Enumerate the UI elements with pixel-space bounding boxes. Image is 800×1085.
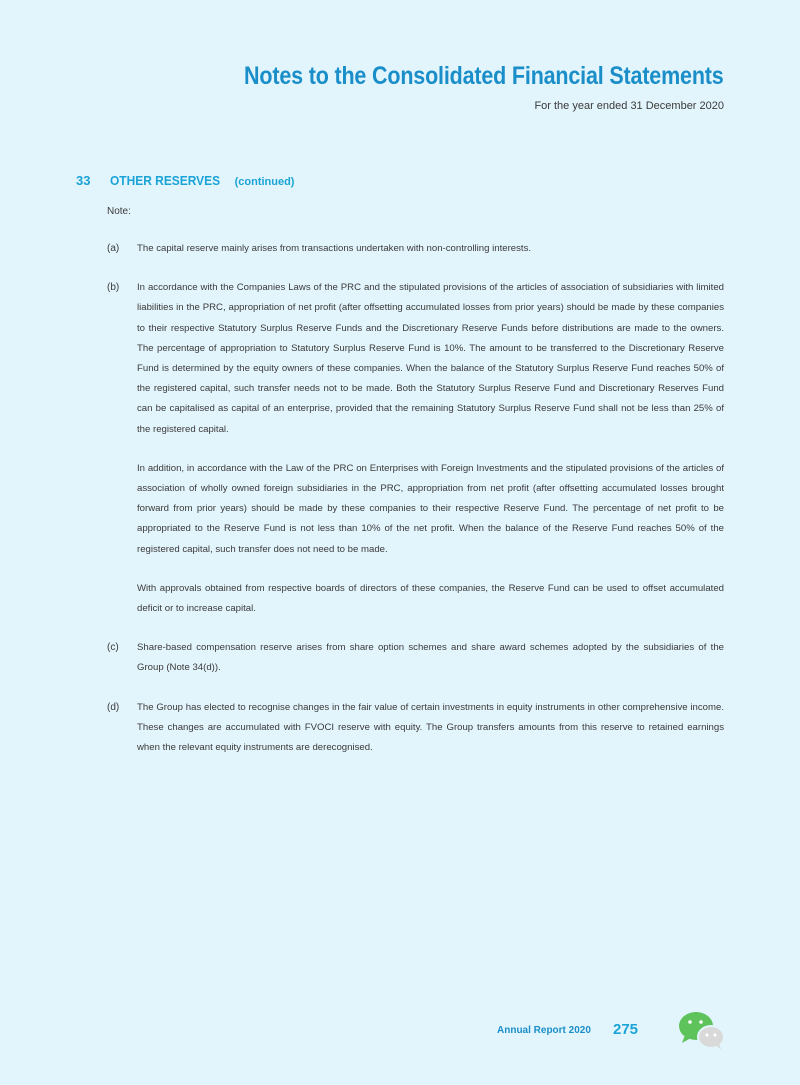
page-title: Notes to the Consolidated Financial Statements <box>244 62 724 90</box>
footer-report-label: Annual Report 2020 <box>497 1025 591 1036</box>
section-heading <box>76 172 294 190</box>
note-item-d <box>107 698 724 759</box>
note-paragraph: The Group has elected to recognise changes in the fair value of certain investments in equity instruments in other comprehensive income. These changes are accumulated with FVOCI reserve with equity. The Group transfers amounts from this reserve to retained earnings when the relevant equity instruments are derecognised. <box>137 701 724 754</box>
note-item-body <box>137 698 724 759</box>
page-subtitle: For the year ended 31 December 2020 <box>534 100 724 112</box>
note-item-b <box>107 278 724 619</box>
note-item-label: (a) <box>107 243 120 254</box>
notes-list <box>107 239 724 777</box>
note-paragraph: In accordance with the Companies Laws of the PRC and the stipulated provisions of the articles of association of subsidiaries with limited liabilities in the PRC, appropriation of net profit (after offsetting accumulated losses from prior years) should be made by these companies to their respective Statutory Surplus Reserve Funds and the Discretionary Reserve Funds before distributions are made to the owners. The percentage of appropriation to Statutory Surplus Reserve Fund is 10%. The amount to be transferred to the Discretionary Reserve Fund is determined by the equity owners of these companies. When the balance of the Statutory Surplus Reserve Fund reaches 50% of the registered capital, such transfer needs not to be made. Both the Statutory Surplus Reserve Fund and Discretionary Reserves Fund can be capitalised as capital of an enterprise, provided that the remaining Statutory Surplus Reserve Fund shall not be less than 25% of the registered capital. <box>137 282 724 435</box>
wechat-logo-icon <box>676 1009 728 1051</box>
note-item-body <box>137 638 724 678</box>
note-paragraph: In addition, in accordance with the Law of the PRC on Enterprises with Foreign Investments and the stipulated provisions of the articles of association of wholly owned foreign subsidiaries in the PRC, appropriation from net profit (after offsetting accumulated losses brought forward from prior years) should be made by these companies to their respective Reserve Fund. The percentage of net profit to be appropriated to the Reserve Fund is not less than 10% of the net profit. When the balance of the Reserve Fund reaches 50% of the registered capital, such transfer does not need to be made. <box>137 462 724 555</box>
note-item-a <box>107 239 724 259</box>
note-item-label: (c) <box>107 642 119 654</box>
page-number: 275 <box>613 1021 639 1038</box>
section-continued: (continued) <box>234 176 295 188</box>
section-number: 33 <box>76 173 91 188</box>
note-item-body <box>137 239 724 259</box>
note-item-label: (d) <box>107 701 120 713</box>
note-item-body <box>137 278 724 619</box>
section-title: OTHER RESERVES <box>110 173 221 188</box>
note-paragraph: With approvals obtained from respective boards of directors of these companies, the Reserve Fund can be used to offset accumulated deficit or to increase capital. <box>137 582 724 615</box>
note-item-label: (b) <box>107 282 120 294</box>
note-paragraph: The capital reserve mainly arises from transactions undertaken with non-controlling interests. <box>137 243 532 254</box>
note-item-c <box>107 638 724 678</box>
note-label: Note: <box>107 206 131 217</box>
note-paragraph: Share-based compensation reserve arises from share option schemes and share award schemes adopted by the subsidiaries of the Group (Note 34(d)). <box>137 642 724 674</box>
